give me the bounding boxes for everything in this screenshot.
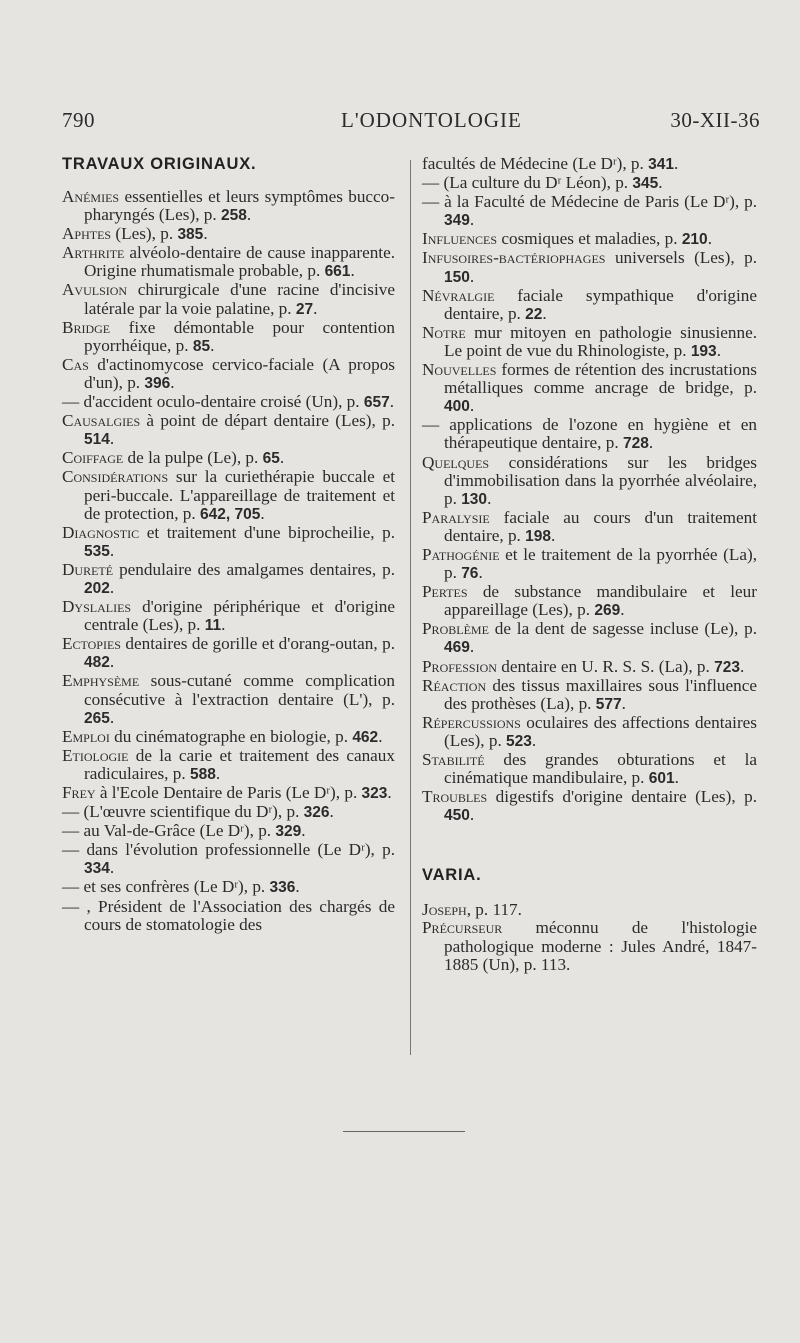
entry-page-ref: 202	[84, 579, 110, 597]
entry-page-ref: 535	[84, 542, 110, 560]
entry-page-ref: 130	[461, 490, 488, 508]
journal-title: L'ODONTOLOGIE	[341, 108, 522, 132]
entry-text: alvéolo-dentaire de cause inapparente. Origine rhumatismale probable, p.	[84, 243, 395, 281]
index-entry	[62, 356, 395, 393]
entry-end: .	[469, 637, 475, 657]
index-entry	[422, 361, 757, 416]
entry-text: des grandes obturations et la cinématique mandibulaire, p.	[444, 750, 757, 788]
index-entry	[62, 468, 395, 523]
left-column	[62, 155, 395, 934]
entry-text: essentielles et leurs symptômes bucco-pharyngés (Les), p.	[84, 187, 395, 225]
entry-keyword: —	[62, 840, 80, 860]
entry-text: d'origine périphérique et d'origine centrale (Les), p.	[84, 597, 395, 635]
entry-text: digestifs d'origine dentaire (Les), p.	[487, 787, 757, 807]
entry-text: de la carie et traitement des canaux radiculaires, p.	[84, 745, 395, 783]
section-heading-travaux: TRAVAUX ORIGINAUX.	[62, 155, 257, 173]
entry-page-ref: 323	[361, 785, 388, 802]
entry-keyword: Avulsion	[62, 280, 128, 300]
entry-end: .	[674, 154, 679, 173]
entry-page-ref: 345	[632, 175, 659, 193]
entry-end: .	[531, 730, 537, 750]
entry-text: (L'œuvre scientifique du Dʳ), p.	[79, 802, 304, 822]
end-rule	[343, 1131, 465, 1132]
entry-keyword: Ectopies	[62, 634, 121, 654]
entry-page-ref: 269	[594, 602, 621, 620]
entry-text: mur mitoyen en pathologie sinusienne. Le point de vue du Rhinologiste, p.	[444, 322, 757, 360]
entry-keyword: Aphtes	[62, 224, 112, 244]
index-entry	[62, 822, 395, 841]
page-number: 790	[62, 108, 95, 132]
running-head	[62, 108, 760, 138]
entry-page-ref: 469	[444, 639, 470, 657]
entry-end: .	[387, 783, 392, 802]
entry-text: faciale au cours d'un traitement dentaire, p.	[444, 507, 757, 545]
entry-keyword: Précurseur	[422, 918, 503, 938]
entry-end: .	[389, 392, 395, 412]
entry-keyword: Troubles	[422, 787, 488, 807]
entry-end: .	[716, 340, 721, 360]
entry-end: .	[378, 726, 383, 746]
index-entry	[422, 287, 757, 324]
entry-end: .	[109, 858, 115, 878]
entry-keyword: —	[422, 415, 440, 435]
right-column	[422, 155, 757, 974]
entry-keyword: Emphysème	[62, 671, 140, 691]
index-entry	[422, 249, 757, 286]
entry-page-ref: 588	[189, 765, 216, 783]
entry-end: .	[109, 540, 115, 560]
index-entry	[62, 841, 395, 878]
entry-page-ref: 193	[690, 342, 717, 360]
issue-date: 30-XII-36	[670, 108, 760, 132]
entry-end: .	[109, 652, 115, 672]
entry-keyword: Considérations	[62, 467, 169, 487]
entry-end: .	[215, 763, 221, 783]
entry-text: pendulaire des amalgames dentaires, p.	[113, 559, 395, 579]
entry-page-ref: 396	[144, 374, 171, 392]
entry-page-ref: 150	[444, 268, 470, 286]
entry-text: , p. 117.	[466, 900, 522, 920]
column-divider	[410, 160, 411, 1055]
entry-text: applications de l'ozone en hygiène et en thérapeutique dentaire, p.	[439, 415, 757, 453]
index-entry	[62, 393, 395, 412]
index-entry	[62, 728, 395, 747]
index-entry	[62, 598, 395, 635]
entry-page-ref: 65	[262, 450, 280, 468]
entry-keyword: —	[62, 877, 80, 897]
entry-keyword: —	[422, 192, 440, 212]
entry-end: .	[551, 525, 556, 545]
index-entry	[422, 919, 757, 973]
entry-end: .	[109, 707, 115, 727]
index-entry	[422, 546, 757, 583]
entry-keyword: Quelques	[422, 452, 490, 472]
entry-page-ref: 341	[648, 156, 674, 173]
entry-end: .	[707, 229, 712, 249]
index-entry	[62, 449, 395, 468]
entry-keyword: Anémies	[62, 187, 120, 206]
index-entry	[62, 244, 395, 281]
entry-keyword: Nouvelles	[422, 360, 497, 380]
index-list-varia	[422, 901, 757, 973]
entry-end: .	[469, 805, 475, 825]
entry-page-ref: 657	[363, 394, 390, 412]
entry-end: .	[542, 303, 547, 323]
entry-keyword: —	[62, 821, 80, 841]
entry-page-ref: 400	[444, 398, 470, 416]
entry-page-ref: 462	[352, 728, 379, 746]
entry-text: à la Faculté de Médecine de Paris (Le Dʳ), p.	[439, 192, 757, 212]
entry-text: chirurgicale d'une racine d'incisive latérale par la voie palatine, p.	[84, 280, 395, 318]
index-entry	[422, 416, 757, 453]
entry-end: .	[469, 266, 475, 286]
entry-end: .	[109, 577, 115, 597]
index-list-left	[62, 188, 395, 934]
index-entry	[422, 714, 757, 751]
index-entry	[422, 677, 757, 714]
index-entry	[62, 561, 395, 598]
entry-page-ref: 577	[595, 695, 622, 713]
entry-page-ref: 349	[444, 212, 470, 230]
index-entry	[422, 509, 757, 546]
entry-text: dentaire en U. R. S. S. (La), p.	[496, 656, 715, 676]
index-entry	[422, 174, 757, 193]
index-entry	[422, 155, 757, 174]
entry-page-ref: 326	[303, 804, 330, 822]
index-entry	[62, 188, 395, 225]
entry-page-ref: 601	[648, 770, 675, 788]
entry-page-ref: 661	[324, 263, 351, 281]
index-entry	[422, 751, 757, 788]
entry-end: .	[658, 173, 663, 193]
entry-text: oculaires des affections dentaires (Les), p.	[444, 712, 757, 750]
entry-page-ref: 329	[275, 823, 302, 841]
entry-keyword: Profession	[422, 656, 497, 676]
index-entry	[422, 658, 757, 677]
entry-page-ref: 336	[269, 879, 296, 897]
entry-keyword: Causalgies	[62, 411, 141, 431]
entry-text: dentaires de gorille et d'orang-outan, p.	[120, 634, 395, 654]
entry-end: .	[674, 768, 679, 788]
entry-text: d'actinomycose cervico-faciale (A propos d'un), p.	[84, 354, 395, 392]
entry-page-ref: 11	[204, 617, 222, 635]
entry-text: et le traitement de la pyorrhée (La), p.	[444, 544, 757, 583]
entry-text: cosmiques et maladies, p.	[497, 229, 682, 249]
index-entry	[62, 878, 395, 897]
index-entry	[422, 901, 757, 919]
entry-page-ref: 85	[192, 337, 211, 355]
entry-keyword: Problème	[422, 619, 489, 639]
index-entry	[62, 672, 395, 727]
entry-text: formes de rétention des incrustations métalliques comme ancrage de bridge, p.	[444, 360, 757, 398]
entry-page-ref: 450	[444, 807, 470, 825]
entry-end: .	[109, 429, 115, 449]
index-entry	[422, 193, 757, 230]
index-entry	[62, 225, 395, 244]
entry-keyword: Infusoires-bactériophages	[422, 248, 606, 268]
entry-end: .	[301, 821, 306, 841]
entry-keyword: Etiologie	[62, 745, 129, 765]
entry-text: fixe démontable pour contention pyorrhéique, p.	[84, 317, 395, 355]
entry-keyword: —	[62, 802, 80, 822]
entry-keyword: Stabilité	[422, 750, 485, 769]
entry-page-ref: 334	[84, 860, 110, 878]
entry-keyword: Emploi	[62, 726, 110, 746]
index-entry	[62, 784, 395, 803]
entry-text: et ses confrères (Le Dʳ), p.	[79, 877, 270, 897]
entry-text: du cinématographe en biologie, p.	[109, 726, 353, 746]
index-entry	[62, 635, 395, 672]
entry-keyword: Dyslalies	[62, 597, 132, 617]
entry-keyword: Influences	[422, 229, 498, 249]
entry-text: dans l'évolution professionnelle (Le Dʳ), p.	[79, 840, 395, 860]
entry-keyword: Paralysie	[422, 507, 490, 527]
entry-text: à point de départ dentaire (Les), p.	[140, 411, 395, 431]
entry-keyword: Dureté	[62, 559, 114, 579]
entry-end: .	[210, 335, 215, 355]
entry-text: de substance mandibulaire et leur appareillage (Les), p.	[444, 582, 757, 620]
entry-keyword: —	[62, 392, 80, 412]
entry-end: .	[295, 877, 300, 897]
entry-keyword: Réaction	[422, 675, 487, 695]
entry-page-ref: 723	[714, 658, 740, 676]
entry-page-ref: 642, 705	[199, 505, 261, 523]
entry-keyword: Pertes	[422, 582, 468, 602]
entry-text: facultés de Médecine (Le Dʳ), p.	[422, 154, 649, 173]
entry-page-ref: 265	[84, 709, 110, 727]
entry-text: de la dent de sagesse incluse (Le), p.	[488, 619, 757, 639]
index-entry	[422, 788, 757, 825]
entry-text: considérations sur les bridges d'immobilisation dans la pyorrhée alvéolaire, p.	[444, 452, 757, 508]
index-entry	[422, 230, 757, 249]
entry-keyword: Névralgie	[422, 285, 495, 305]
entry-keyword: Joseph	[422, 900, 467, 920]
entry-keyword: Pathogénie	[422, 544, 500, 564]
entry-keyword: Diagnostic	[62, 522, 140, 542]
entry-page-ref: 523	[506, 732, 532, 750]
entry-keyword: —	[62, 896, 80, 916]
entry-page-ref: 210	[681, 231, 708, 249]
entry-page-ref: 76	[461, 565, 479, 583]
entry-keyword: Coiffage	[62, 448, 124, 468]
entry-page-ref: 728	[622, 435, 649, 453]
entry-page-ref: 482	[84, 654, 110, 672]
entry-end: .	[329, 802, 334, 822]
index-entry	[422, 583, 757, 620]
entry-keyword: Arthrite	[62, 243, 125, 263]
index-entry	[62, 281, 395, 318]
entry-page-ref: 514	[84, 431, 110, 449]
entry-page-ref: 258	[220, 207, 247, 225]
entry-page-ref: 22	[525, 305, 543, 323]
index-list-right	[422, 155, 757, 825]
entry-end: .	[620, 600, 625, 620]
entry-text: sous-cutané comme complication consécutive à l'extraction dentaire (L'), p.	[84, 671, 395, 709]
entry-end: .	[203, 224, 208, 244]
entry-end: .	[221, 615, 226, 635]
entry-end: .	[648, 433, 654, 453]
entry-end: .	[313, 298, 318, 318]
entry-text: à l'Ecole Dentaire de Paris (Le Dʳ), p.	[95, 783, 362, 802]
index-entry	[422, 454, 757, 509]
entry-keyword: Cas	[62, 354, 89, 374]
entry-end: .	[469, 210, 475, 230]
index-entry	[62, 898, 395, 934]
entry-end: .	[739, 656, 745, 676]
index-entry	[62, 412, 395, 449]
entry-text: (La culture du Dʳ Léon), p.	[439, 173, 633, 193]
entry-text: de la pulpe (Le), p.	[123, 448, 263, 468]
entry-keyword: —	[422, 173, 440, 193]
entry-page-ref: 385	[177, 226, 204, 244]
entry-end: .	[260, 503, 265, 523]
entry-end: .	[246, 205, 252, 225]
entry-text: , Président de l'Association des chargés de cours de stomatologie des	[79, 896, 395, 934]
entry-end: .	[487, 488, 492, 508]
index-entry	[62, 803, 395, 822]
entry-end: .	[621, 693, 626, 713]
entry-text: faciale sympathique d'origine dentaire, p.	[444, 285, 757, 323]
entry-keyword: Répercussions	[422, 712, 521, 732]
entry-text: des tissus maxillaires sous l'influence des prothèses (La), p.	[444, 675, 757, 713]
entry-keyword: Bridge	[62, 317, 111, 337]
entry-keyword: Frey	[62, 783, 96, 802]
entry-end: .	[350, 261, 355, 281]
entry-page-ref: 198	[525, 527, 552, 545]
index-entry	[422, 620, 757, 657]
entry-page-ref: 27	[295, 300, 314, 318]
index-entry	[62, 524, 395, 561]
entry-text: universels (Les), p.	[605, 248, 757, 268]
entry-keyword: Notre	[422, 322, 466, 342]
entry-text: méconnu de l'histologie pathologique moderne : Jules André, 1847-1885 (Un), p. 113.	[444, 918, 757, 974]
index-entry	[62, 747, 395, 784]
section-heading-varia: VARIA.	[422, 866, 482, 885]
entry-end: .	[469, 396, 475, 416]
entry-text: d'accident oculo-dentaire croisé (Un), p.	[79, 392, 364, 412]
entry-end: .	[279, 448, 285, 468]
entry-text: et traitement d'une biprocheilie, p.	[139, 522, 395, 542]
entry-end: .	[478, 563, 483, 583]
entry-text: au Val-de-Grâce (Le Dʳ), p.	[79, 821, 276, 841]
entry-text: sur la curiethérapie buccale et peri-buccale. L'appareillage de traitement et de protection, p.	[84, 467, 395, 523]
index-entry	[422, 324, 757, 361]
index-entry	[62, 319, 395, 356]
entry-text: (Les), p.	[111, 224, 178, 244]
entry-end: .	[170, 372, 175, 392]
